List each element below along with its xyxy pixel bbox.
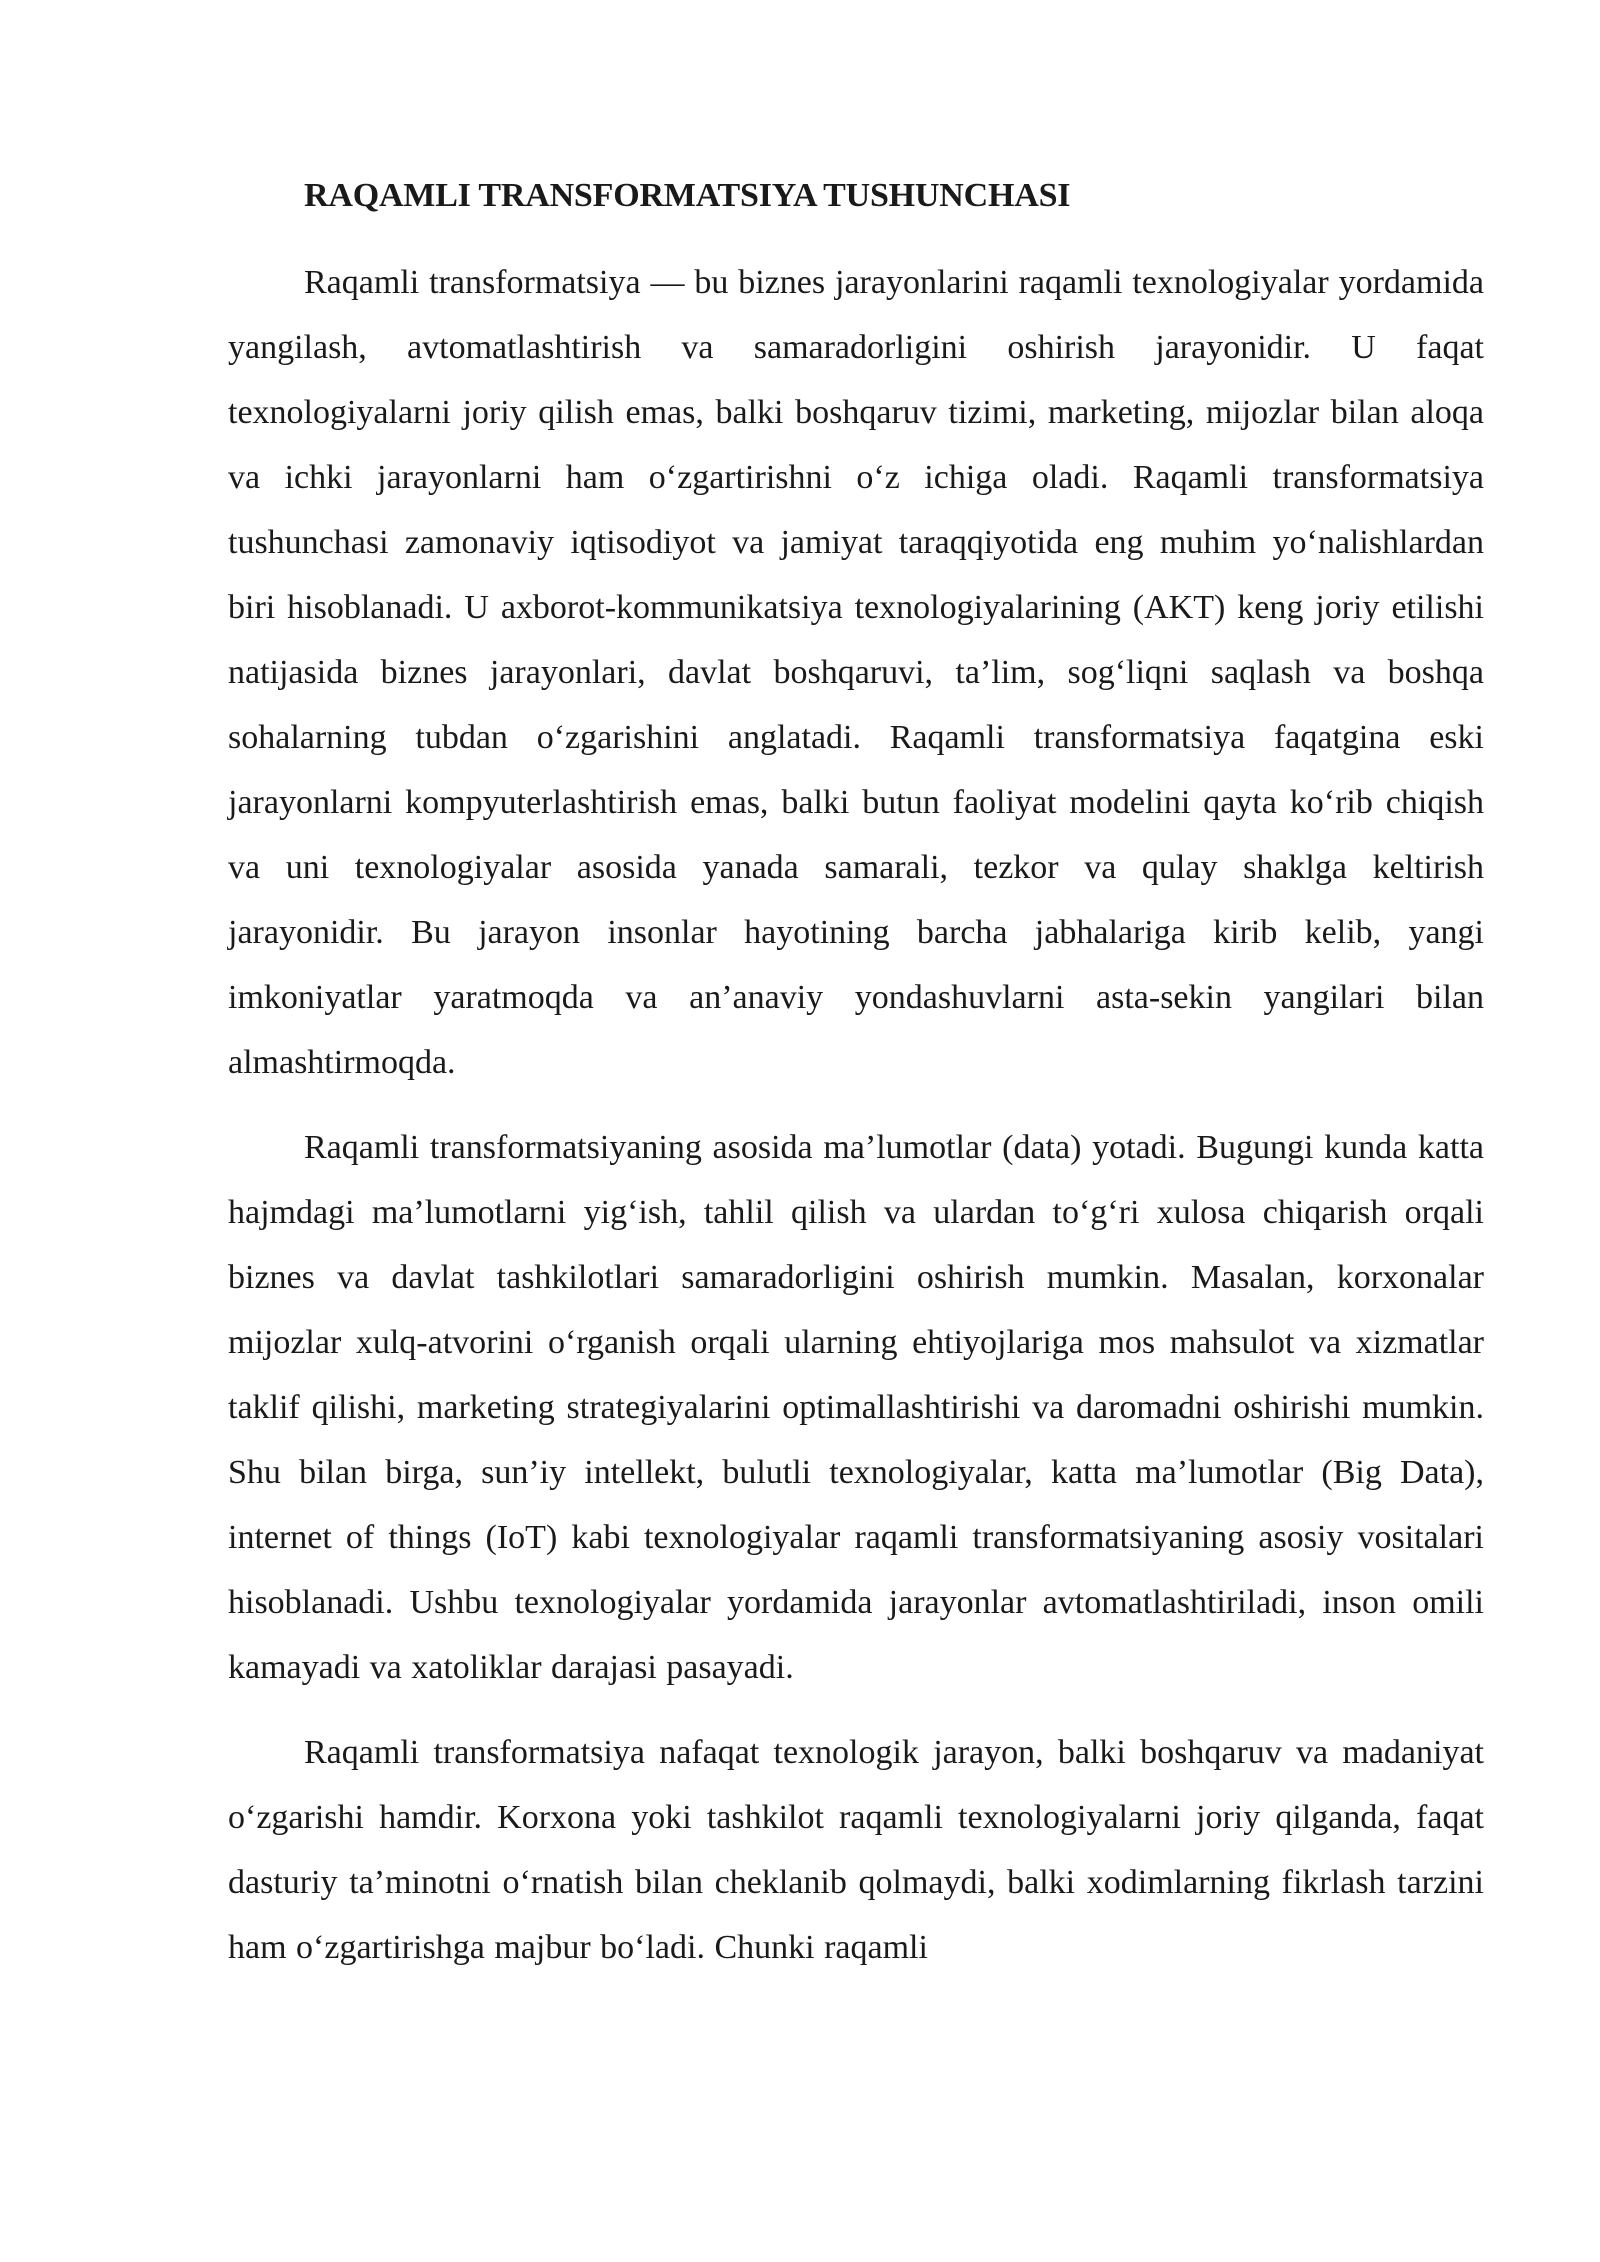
document-body — [228, 168, 1484, 2000]
document-title: RAQAMLI TRANSFORMATSIYA TUSHUNCHASI — [304, 177, 1071, 214]
paragraph: Raqamli transformatsiyaning asosida ma’lumotlar (data) yotadi. Bugungi kunda katta hajmdagi ma’lumotlarni yigʻish, tahlil qilish va ulardan toʻgʻri xulosa chiqarish orqali biznes va davlat tashkilotlari samaradorligini oshirish mumkin. Masalan, korxonalar mijozlar xulq-atvorini oʻrganish orqali ularning ehtiyojlariga mos mahsulot va xizmatlar taklif qilishi, marketing strategiyalarini optimallashtirishi va daromadni oshirishi mumkin. Shu bilan birga, sun’iy intellekt, bulutli texnologiyalar, katta ma’lumotlar (Big Data), internet of things (IoT) kabi texnologiyalar raqamli transformatsiyaning asosiy vositalari hisoblanadi. Ushbu texnologiyalar yordamida jarayonlar avtomatlashtiriladi, inson omili kamayadi va xatoliklar darajasi pasayadi. — [228, 1129, 1484, 1686]
paragraph: Raqamli transformatsiya — bu biznes jarayonlarini raqamli texnologiyalar yordamida yangilash, avtomatlashtirish va samaradorligini oshirish jarayonidir. U faqat texnologiyalarni joriy qilish emas, balki boshqaruv tizimi, marketing, mijozlar bilan aloqa va ichki jarayonlarni ham oʻzgartirishni oʻz ichiga oladi. Raqamli transformatsiya tushunchasi zamonaviy iqtisodiyot va jamiyat taraqqiyotida eng muhim yoʻnalishlardan biri hisoblanadi. U axborot-kommunikatsiya texnologiyalarining (AKT) keng joriy etilishi natijasida biznes jarayonlari, davlat boshqaruvi, ta’lim, sogʻliqni saqlash va boshqa sohalarning tubdan oʻzgarishini anglatadi. Raqamli transformatsiya faqatgina eski jarayonlarni kompyuterlashtirish emas, balki butun faoliyat modelini qayta koʻrib chiqish va uni texnologiyalar asosida yanada samarali, tezkor va qulay shaklga keltirish jarayonidir. Bu jarayon insonlar hayotining barcha jabhalariga kirib kelib, yangi imkoniyatlar yaratmoqda va an’anaviy yondashuvlarni asta-sekin yangilari bilan almashtirmoqda. — [228, 264, 1484, 1081]
paragraph: Raqamli transformatsiya nafaqat texnologik jarayon, balki boshqaruv va madaniyat oʻzgarishi hamdir. Korxona yoki tashkilot raqamli texnologiyalarni joriy qilganda, faqat dasturiy ta’minotni oʻrnatish bilan cheklanib qolmaydi, balki xodimlarning fikrlash tarzini ham oʻzgartirishga majbur boʻladi. Chunki raqamli — [228, 1734, 1484, 1966]
